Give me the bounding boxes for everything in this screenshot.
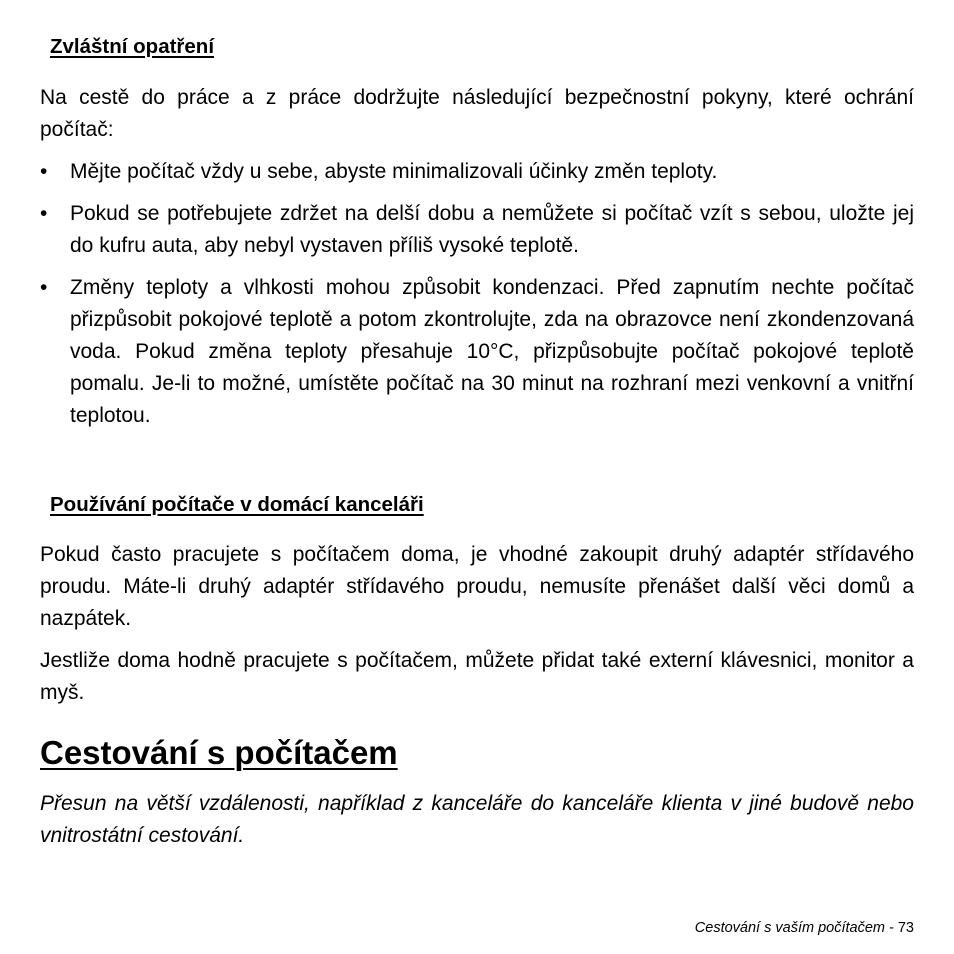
travel-intro-paragraph: Přesun na větší vzdálenosti, například z kanceláře do kanceláře klienta v jiné budově nebo vnitrostátní cestování. [40, 792, 914, 847]
document-page [40, 0, 914, 954]
bullet-text: Mějte počítač vždy u sebe, abyste minimalizovali účinky změn teploty. [70, 160, 718, 183]
page-footer [695, 918, 914, 938]
precautions-bullet-list [40, 156, 914, 442]
bullet-marker: • [40, 202, 48, 225]
page-number: 73 [897, 920, 914, 936]
bullet-text: Změny teploty a vlhkosti mohou způsobit kondenzaci. Před zapnutím nechte počítač přizpůsobit pokojové teplotě a potom zkontrolujte, zda na obrazovce není zkondenzovaná voda. Pokud změna teploty přesahuje 10°C, přizpůsobujte počítač pokojové teplotě pomalu. Je-li to možné, umístěte počítač na 30 minut na rozhraní mezi venkovní a vnitřní teplotou. [70, 276, 914, 427]
section-heading-special-precautions: Zvláštní opatření [50, 35, 215, 58]
list-item [40, 198, 914, 262]
list-item [40, 156, 914, 188]
section-intro-paragraph: Na cestě do práce a z práce dodržujte následující bezpečnostní pokyny, které ochrání počítač: [40, 86, 914, 141]
footer-chapter-title: Cestování s vaším počítačem - [694, 920, 894, 936]
page-title: Cestování s počítačem [40, 734, 398, 771]
home-office-paragraph-2: Jestliže doma hodně pracujete s počítačem, můžete přidat také externí klávesnici, monitor a myš. [40, 649, 914, 704]
bullet-marker: • [40, 276, 48, 299]
bullet-marker: • [40, 160, 48, 183]
home-office-paragraph-1: Pokud často pracujete s počítačem doma, je vhodné zakoupit druhý adaptér střídavého proudu. Máte-li druhý adaptér střídavého proudu, nemusíte přenášet další věci domů a nazpátek. [40, 543, 914, 630]
bullet-text: Pokud se potřebujete zdržet na delší dobu a nemůžete si počítač vzít s sebou, uložte jej do kufru auta, aby nebyl vystaven příliš vysoké teplotě. [70, 202, 914, 257]
list-item [40, 272, 914, 432]
section-heading-home-office: Používání počítače v domácí kanceláři [50, 493, 424, 516]
